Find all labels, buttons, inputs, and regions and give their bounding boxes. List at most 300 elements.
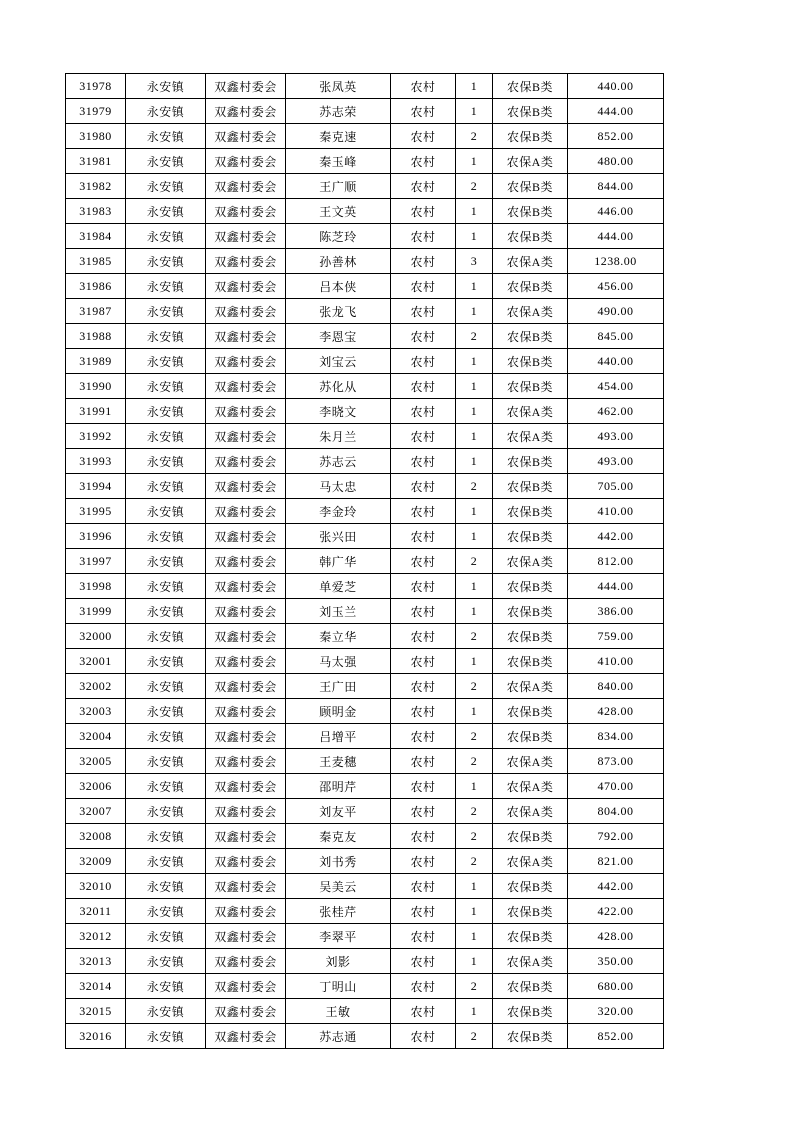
table-row bbox=[66, 524, 664, 549]
cell-village_committee: 双鑫村委会 bbox=[206, 74, 286, 99]
cell-residence_type: 农村 bbox=[391, 699, 456, 724]
cell-town: 永安镇 bbox=[126, 774, 206, 799]
cell-residence_type: 农村 bbox=[391, 674, 456, 699]
cell-village_committee: 双鑫村委会 bbox=[206, 949, 286, 974]
cell-amount: 873.00 bbox=[568, 749, 664, 774]
cell-town: 永安镇 bbox=[126, 849, 206, 874]
cell-residence_type: 农村 bbox=[391, 924, 456, 949]
table-row bbox=[66, 824, 664, 849]
cell-village_committee: 双鑫村委会 bbox=[206, 399, 286, 424]
cell-residence_type: 农村 bbox=[391, 349, 456, 374]
cell-serial_no: 31981 bbox=[66, 149, 126, 174]
cell-amount: 852.00 bbox=[568, 124, 664, 149]
cell-amount: 410.00 bbox=[568, 649, 664, 674]
cell-serial_no: 31997 bbox=[66, 549, 126, 574]
cell-serial_no: 31998 bbox=[66, 574, 126, 599]
cell-residence_type: 农村 bbox=[391, 449, 456, 474]
cell-village_committee: 双鑫村委会 bbox=[206, 424, 286, 449]
cell-person_name: 邵明芹 bbox=[286, 774, 391, 799]
cell-serial_no: 32015 bbox=[66, 999, 126, 1024]
cell-amount: 759.00 bbox=[568, 624, 664, 649]
cell-person_name: 苏志荣 bbox=[286, 99, 391, 124]
cell-person_name: 苏志云 bbox=[286, 449, 391, 474]
cell-serial_no: 31987 bbox=[66, 299, 126, 324]
cell-residence_type: 农村 bbox=[391, 899, 456, 924]
cell-person_count: 1 bbox=[456, 349, 493, 374]
cell-town: 永安镇 bbox=[126, 174, 206, 199]
cell-town: 永安镇 bbox=[126, 999, 206, 1024]
cell-town: 永安镇 bbox=[126, 649, 206, 674]
records-table-body bbox=[66, 74, 664, 1049]
table-row bbox=[66, 649, 664, 674]
cell-amount: 490.00 bbox=[568, 299, 664, 324]
cell-village_committee: 双鑫村委会 bbox=[206, 774, 286, 799]
cell-insurance_category: 农保B类 bbox=[493, 974, 568, 999]
table-row bbox=[66, 1024, 664, 1049]
cell-person_count: 2 bbox=[456, 799, 493, 824]
cell-person_name: 马太强 bbox=[286, 649, 391, 674]
table-row bbox=[66, 624, 664, 649]
cell-amount: 812.00 bbox=[568, 549, 664, 574]
cell-amount: 428.00 bbox=[568, 699, 664, 724]
cell-insurance_category: 农保B类 bbox=[493, 574, 568, 599]
table-row bbox=[66, 274, 664, 299]
table-row bbox=[66, 349, 664, 374]
cell-serial_no: 31996 bbox=[66, 524, 126, 549]
cell-town: 永安镇 bbox=[126, 274, 206, 299]
cell-insurance_category: 农保B类 bbox=[493, 649, 568, 674]
cell-town: 永安镇 bbox=[126, 549, 206, 574]
cell-town: 永安镇 bbox=[126, 599, 206, 624]
cell-amount: 440.00 bbox=[568, 74, 664, 99]
table-row bbox=[66, 749, 664, 774]
cell-person_name: 吕本侠 bbox=[286, 274, 391, 299]
cell-person_name: 苏志通 bbox=[286, 1024, 391, 1049]
cell-person_name: 秦克友 bbox=[286, 824, 391, 849]
cell-person_count: 1 bbox=[456, 899, 493, 924]
table-row bbox=[66, 999, 664, 1024]
cell-residence_type: 农村 bbox=[391, 974, 456, 999]
cell-person_name: 李翠平 bbox=[286, 924, 391, 949]
records-table bbox=[65, 73, 664, 1049]
cell-insurance_category: 农保B类 bbox=[493, 374, 568, 399]
cell-residence_type: 农村 bbox=[391, 499, 456, 524]
cell-person_count: 2 bbox=[456, 849, 493, 874]
cell-insurance_category: 农保B类 bbox=[493, 499, 568, 524]
cell-person_count: 1 bbox=[456, 499, 493, 524]
cell-person_count: 1 bbox=[456, 774, 493, 799]
cell-village_committee: 双鑫村委会 bbox=[206, 574, 286, 599]
cell-serial_no: 32007 bbox=[66, 799, 126, 824]
cell-town: 永安镇 bbox=[126, 874, 206, 899]
cell-residence_type: 农村 bbox=[391, 199, 456, 224]
cell-residence_type: 农村 bbox=[391, 424, 456, 449]
cell-insurance_category: 农保B类 bbox=[493, 824, 568, 849]
cell-person_name: 刘影 bbox=[286, 949, 391, 974]
cell-town: 永安镇 bbox=[126, 499, 206, 524]
cell-person_name: 张龙飞 bbox=[286, 299, 391, 324]
cell-village_committee: 双鑫村委会 bbox=[206, 799, 286, 824]
cell-person_count: 2 bbox=[456, 324, 493, 349]
table-row bbox=[66, 774, 664, 799]
cell-village_committee: 双鑫村委会 bbox=[206, 699, 286, 724]
cell-village_committee: 双鑫村委会 bbox=[206, 249, 286, 274]
cell-village_committee: 双鑫村委会 bbox=[206, 849, 286, 874]
cell-person_count: 1 bbox=[456, 524, 493, 549]
cell-amount: 480.00 bbox=[568, 149, 664, 174]
cell-person_name: 秦立华 bbox=[286, 624, 391, 649]
cell-amount: 493.00 bbox=[568, 424, 664, 449]
cell-person_count: 1 bbox=[456, 274, 493, 299]
cell-person_name: 秦克速 bbox=[286, 124, 391, 149]
cell-person_name: 吕增平 bbox=[286, 724, 391, 749]
cell-residence_type: 农村 bbox=[391, 949, 456, 974]
cell-residence_type: 农村 bbox=[391, 299, 456, 324]
cell-town: 永安镇 bbox=[126, 724, 206, 749]
cell-person_name: 王广顺 bbox=[286, 174, 391, 199]
cell-town: 永安镇 bbox=[126, 74, 206, 99]
cell-residence_type: 农村 bbox=[391, 749, 456, 774]
table-row bbox=[66, 74, 664, 99]
cell-serial_no: 32001 bbox=[66, 649, 126, 674]
cell-amount: 705.00 bbox=[568, 474, 664, 499]
table-row bbox=[66, 124, 664, 149]
cell-amount: 493.00 bbox=[568, 449, 664, 474]
cell-insurance_category: 农保B类 bbox=[493, 99, 568, 124]
cell-town: 永安镇 bbox=[126, 474, 206, 499]
table-row bbox=[66, 374, 664, 399]
cell-residence_type: 农村 bbox=[391, 99, 456, 124]
cell-insurance_category: 农保B类 bbox=[493, 524, 568, 549]
cell-residence_type: 农村 bbox=[391, 124, 456, 149]
cell-village_committee: 双鑫村委会 bbox=[206, 324, 286, 349]
cell-town: 永安镇 bbox=[126, 749, 206, 774]
cell-town: 永安镇 bbox=[126, 249, 206, 274]
cell-town: 永安镇 bbox=[126, 924, 206, 949]
cell-residence_type: 农村 bbox=[391, 799, 456, 824]
cell-serial_no: 31993 bbox=[66, 449, 126, 474]
cell-insurance_category: 农保B类 bbox=[493, 1024, 568, 1049]
cell-serial_no: 32002 bbox=[66, 674, 126, 699]
cell-town: 永安镇 bbox=[126, 424, 206, 449]
cell-person_name: 李金玲 bbox=[286, 499, 391, 524]
cell-person_name: 顾明金 bbox=[286, 699, 391, 724]
cell-village_committee: 双鑫村委会 bbox=[206, 374, 286, 399]
cell-serial_no: 32013 bbox=[66, 949, 126, 974]
cell-village_committee: 双鑫村委会 bbox=[206, 874, 286, 899]
cell-amount: 350.00 bbox=[568, 949, 664, 974]
cell-person_name: 马太忠 bbox=[286, 474, 391, 499]
cell-serial_no: 32011 bbox=[66, 899, 126, 924]
table-row bbox=[66, 949, 664, 974]
cell-amount: 444.00 bbox=[568, 224, 664, 249]
cell-amount: 444.00 bbox=[568, 574, 664, 599]
cell-person_count: 1 bbox=[456, 874, 493, 899]
cell-village_committee: 双鑫村委会 bbox=[206, 274, 286, 299]
cell-village_committee: 双鑫村委会 bbox=[206, 549, 286, 574]
cell-serial_no: 32016 bbox=[66, 1024, 126, 1049]
cell-amount: 840.00 bbox=[568, 674, 664, 699]
cell-town: 永安镇 bbox=[126, 524, 206, 549]
table-row bbox=[66, 99, 664, 124]
cell-residence_type: 农村 bbox=[391, 724, 456, 749]
cell-amount: 470.00 bbox=[568, 774, 664, 799]
cell-person_count: 2 bbox=[456, 124, 493, 149]
cell-person_count: 2 bbox=[456, 624, 493, 649]
cell-serial_no: 31982 bbox=[66, 174, 126, 199]
cell-town: 永安镇 bbox=[126, 974, 206, 999]
cell-person_count: 2 bbox=[456, 724, 493, 749]
cell-residence_type: 农村 bbox=[391, 274, 456, 299]
table-row bbox=[66, 149, 664, 174]
cell-village_committee: 双鑫村委会 bbox=[206, 524, 286, 549]
table-row bbox=[66, 799, 664, 824]
cell-person_name: 陈芝玲 bbox=[286, 224, 391, 249]
cell-serial_no: 32004 bbox=[66, 724, 126, 749]
cell-insurance_category: 农保B类 bbox=[493, 274, 568, 299]
cell-person_count: 2 bbox=[456, 474, 493, 499]
cell-serial_no: 32010 bbox=[66, 874, 126, 899]
cell-insurance_category: 农保A类 bbox=[493, 799, 568, 824]
cell-person_name: 张桂芹 bbox=[286, 899, 391, 924]
cell-village_committee: 双鑫村委会 bbox=[206, 499, 286, 524]
cell-residence_type: 农村 bbox=[391, 824, 456, 849]
cell-town: 永安镇 bbox=[126, 124, 206, 149]
cell-amount: 428.00 bbox=[568, 924, 664, 949]
cell-person_name: 苏化从 bbox=[286, 374, 391, 399]
cell-village_committee: 双鑫村委会 bbox=[206, 174, 286, 199]
cell-person_count: 1 bbox=[456, 574, 493, 599]
table-row bbox=[66, 249, 664, 274]
cell-person_count: 2 bbox=[456, 974, 493, 999]
cell-amount: 462.00 bbox=[568, 399, 664, 424]
cell-insurance_category: 农保A类 bbox=[493, 424, 568, 449]
cell-insurance_category: 农保B类 bbox=[493, 449, 568, 474]
cell-amount: 442.00 bbox=[568, 524, 664, 549]
cell-town: 永安镇 bbox=[126, 99, 206, 124]
cell-insurance_category: 农保B类 bbox=[493, 899, 568, 924]
cell-amount: 834.00 bbox=[568, 724, 664, 749]
cell-person_count: 2 bbox=[456, 174, 493, 199]
cell-serial_no: 31988 bbox=[66, 324, 126, 349]
cell-residence_type: 农村 bbox=[391, 399, 456, 424]
cell-insurance_category: 农保A类 bbox=[493, 774, 568, 799]
cell-person_name: 朱月兰 bbox=[286, 424, 391, 449]
cell-town: 永安镇 bbox=[126, 674, 206, 699]
cell-residence_type: 农村 bbox=[391, 524, 456, 549]
table-row bbox=[66, 399, 664, 424]
cell-town: 永安镇 bbox=[126, 574, 206, 599]
cell-residence_type: 农村 bbox=[391, 574, 456, 599]
cell-person_name: 刘玉兰 bbox=[286, 599, 391, 624]
cell-amount: 804.00 bbox=[568, 799, 664, 824]
cell-person_count: 1 bbox=[456, 699, 493, 724]
cell-village_committee: 双鑫村委会 bbox=[206, 474, 286, 499]
table-row bbox=[66, 199, 664, 224]
cell-town: 永安镇 bbox=[126, 324, 206, 349]
cell-person_count: 1 bbox=[456, 199, 493, 224]
cell-insurance_category: 农保A类 bbox=[493, 749, 568, 774]
cell-serial_no: 32005 bbox=[66, 749, 126, 774]
cell-village_committee: 双鑫村委会 bbox=[206, 599, 286, 624]
cell-town: 永安镇 bbox=[126, 374, 206, 399]
cell-insurance_category: 农保B类 bbox=[493, 924, 568, 949]
cell-serial_no: 31986 bbox=[66, 274, 126, 299]
cell-residence_type: 农村 bbox=[391, 474, 456, 499]
cell-person_count: 1 bbox=[456, 99, 493, 124]
cell-person_name: 王广田 bbox=[286, 674, 391, 699]
cell-town: 永安镇 bbox=[126, 799, 206, 824]
cell-person_name: 张兴田 bbox=[286, 524, 391, 549]
cell-amount: 852.00 bbox=[568, 1024, 664, 1049]
cell-amount: 440.00 bbox=[568, 349, 664, 374]
cell-insurance_category: 农保B类 bbox=[493, 349, 568, 374]
cell-person_count: 1 bbox=[456, 374, 493, 399]
cell-town: 永安镇 bbox=[126, 699, 206, 724]
cell-person_name: 丁明山 bbox=[286, 974, 391, 999]
cell-residence_type: 农村 bbox=[391, 999, 456, 1024]
cell-town: 永安镇 bbox=[126, 199, 206, 224]
cell-serial_no: 31995 bbox=[66, 499, 126, 524]
cell-residence_type: 农村 bbox=[391, 324, 456, 349]
cell-person_name: 李晓文 bbox=[286, 399, 391, 424]
cell-serial_no: 32009 bbox=[66, 849, 126, 874]
cell-person_count: 2 bbox=[456, 674, 493, 699]
cell-person_name: 李恩宝 bbox=[286, 324, 391, 349]
cell-residence_type: 农村 bbox=[391, 649, 456, 674]
cell-insurance_category: 农保B类 bbox=[493, 599, 568, 624]
cell-town: 永安镇 bbox=[126, 449, 206, 474]
cell-village_committee: 双鑫村委会 bbox=[206, 724, 286, 749]
cell-person_count: 1 bbox=[456, 74, 493, 99]
table-row bbox=[66, 499, 664, 524]
cell-residence_type: 农村 bbox=[391, 174, 456, 199]
cell-village_committee: 双鑫村委会 bbox=[206, 349, 286, 374]
cell-person_count: 1 bbox=[456, 599, 493, 624]
cell-insurance_category: 农保B类 bbox=[493, 74, 568, 99]
cell-person_count: 1 bbox=[456, 924, 493, 949]
cell-village_committee: 双鑫村委会 bbox=[206, 149, 286, 174]
table-row bbox=[66, 549, 664, 574]
cell-village_committee: 双鑫村委会 bbox=[206, 974, 286, 999]
cell-insurance_category: 农保A类 bbox=[493, 399, 568, 424]
cell-insurance_category: 农保A类 bbox=[493, 849, 568, 874]
cell-person_name: 刘宝云 bbox=[286, 349, 391, 374]
cell-village_committee: 双鑫村委会 bbox=[206, 899, 286, 924]
table-row bbox=[66, 874, 664, 899]
cell-village_committee: 双鑫村委会 bbox=[206, 1024, 286, 1049]
cell-person_name: 王文英 bbox=[286, 199, 391, 224]
cell-village_committee: 双鑫村委会 bbox=[206, 624, 286, 649]
cell-insurance_category: 农保A类 bbox=[493, 299, 568, 324]
cell-village_committee: 双鑫村委会 bbox=[206, 674, 286, 699]
cell-serial_no: 32008 bbox=[66, 824, 126, 849]
cell-village_committee: 双鑫村委会 bbox=[206, 99, 286, 124]
cell-insurance_category: 农保A类 bbox=[493, 549, 568, 574]
cell-person_count: 1 bbox=[456, 649, 493, 674]
cell-serial_no: 31992 bbox=[66, 424, 126, 449]
cell-amount: 1238.00 bbox=[568, 249, 664, 274]
cell-person_name: 王麦穗 bbox=[286, 749, 391, 774]
cell-person_name: 秦玉峰 bbox=[286, 149, 391, 174]
cell-residence_type: 农村 bbox=[391, 374, 456, 399]
cell-amount: 442.00 bbox=[568, 874, 664, 899]
table-row bbox=[66, 724, 664, 749]
cell-person_count: 2 bbox=[456, 1024, 493, 1049]
cell-insurance_category: 农保B类 bbox=[493, 699, 568, 724]
cell-serial_no: 32012 bbox=[66, 924, 126, 949]
cell-amount: 444.00 bbox=[568, 99, 664, 124]
cell-village_committee: 双鑫村委会 bbox=[206, 199, 286, 224]
cell-residence_type: 农村 bbox=[391, 1024, 456, 1049]
cell-serial_no: 31991 bbox=[66, 399, 126, 424]
cell-village_committee: 双鑫村委会 bbox=[206, 924, 286, 949]
cell-town: 永安镇 bbox=[126, 224, 206, 249]
cell-town: 永安镇 bbox=[126, 149, 206, 174]
cell-person_count: 1 bbox=[456, 149, 493, 174]
table-row bbox=[66, 299, 664, 324]
cell-serial_no: 31984 bbox=[66, 224, 126, 249]
cell-serial_no: 31999 bbox=[66, 599, 126, 624]
cell-person_count: 2 bbox=[456, 749, 493, 774]
cell-person_name: 韩广华 bbox=[286, 549, 391, 574]
cell-insurance_category: 农保A类 bbox=[493, 249, 568, 274]
table-row bbox=[66, 224, 664, 249]
cell-town: 永安镇 bbox=[126, 899, 206, 924]
cell-person_name: 张凤英 bbox=[286, 74, 391, 99]
cell-village_committee: 双鑫村委会 bbox=[206, 999, 286, 1024]
cell-insurance_category: 农保B类 bbox=[493, 624, 568, 649]
cell-person_count: 1 bbox=[456, 424, 493, 449]
cell-amount: 845.00 bbox=[568, 324, 664, 349]
cell-insurance_category: 农保A类 bbox=[493, 674, 568, 699]
cell-amount: 386.00 bbox=[568, 599, 664, 624]
cell-amount: 454.00 bbox=[568, 374, 664, 399]
cell-amount: 680.00 bbox=[568, 974, 664, 999]
cell-amount: 792.00 bbox=[568, 824, 664, 849]
cell-amount: 320.00 bbox=[568, 999, 664, 1024]
cell-person_name: 吴美云 bbox=[286, 874, 391, 899]
cell-residence_type: 农村 bbox=[391, 224, 456, 249]
cell-serial_no: 31994 bbox=[66, 474, 126, 499]
table-row bbox=[66, 674, 664, 699]
cell-residence_type: 农村 bbox=[391, 599, 456, 624]
cell-residence_type: 农村 bbox=[391, 549, 456, 574]
table-row bbox=[66, 699, 664, 724]
cell-village_committee: 双鑫村委会 bbox=[206, 299, 286, 324]
table-row bbox=[66, 974, 664, 999]
cell-serial_no: 32006 bbox=[66, 774, 126, 799]
cell-residence_type: 农村 bbox=[391, 249, 456, 274]
table-row bbox=[66, 449, 664, 474]
cell-residence_type: 农村 bbox=[391, 849, 456, 874]
cell-insurance_category: 农保B类 bbox=[493, 724, 568, 749]
cell-insurance_category: 农保B类 bbox=[493, 324, 568, 349]
table-row bbox=[66, 324, 664, 349]
table-row bbox=[66, 574, 664, 599]
cell-person_count: 1 bbox=[456, 224, 493, 249]
cell-person_count: 2 bbox=[456, 549, 493, 574]
table-row bbox=[66, 849, 664, 874]
cell-serial_no: 32000 bbox=[66, 624, 126, 649]
table-row bbox=[66, 424, 664, 449]
table-row bbox=[66, 924, 664, 949]
cell-serial_no: 31978 bbox=[66, 74, 126, 99]
cell-amount: 410.00 bbox=[568, 499, 664, 524]
cell-amount: 821.00 bbox=[568, 849, 664, 874]
table-row bbox=[66, 599, 664, 624]
cell-serial_no: 31983 bbox=[66, 199, 126, 224]
